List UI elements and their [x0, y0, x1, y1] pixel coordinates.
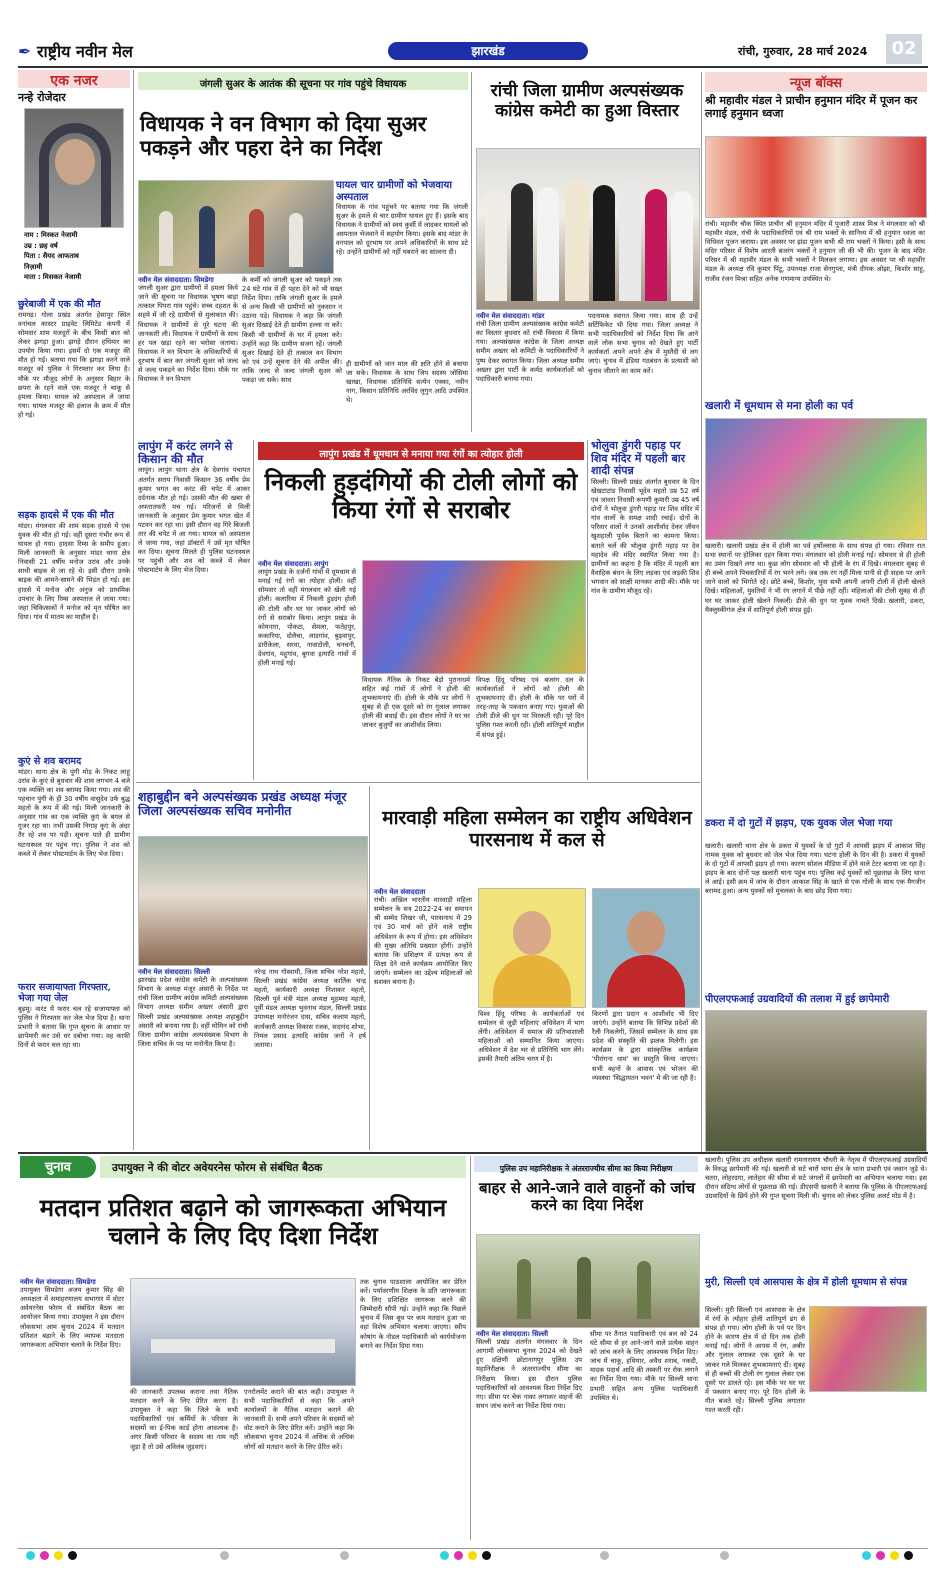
reg-dot-magenta-right	[876, 1551, 885, 1560]
shahabuddin-body-1: झारखंड प्रदेश कांग्रेस कमेटी के अल्पसंख्यक विभाग के अध्यक्ष मंजूर अंसारी के निर्देश पर रांची जिला ग्रामीण कांग्रेस कमिटी अल्पसंख्यक विभाग अध्यक्ष समीम अख्तर अंसारी द्वारा सिल्ली प्रखंड अल्पसंख्यक अध्यक्ष शहाबुद्दीन अंसारी को बनाया गया है। वहीं मोमिन को रांची जिला ग्रामीण कांग्रेस अल्पसंख्यक विभाग के जिला सचिव के पद पर मनोनीत किया है।	[138, 976, 248, 1048]
pig-body-3: ही ग्रामीणों को जान माल की क्षति होने से बचाया जा सके। विधायक के साथ जिप सदस्य जोसिमा खाखा, विधायक प्रतिनिधि सत्येन एक्का, नवीन नाग, किसान प्रतिनिधि अरविंद लुगुन आदि उपस्थित थे।	[346, 360, 468, 405]
group-shape-7	[645, 189, 667, 301]
news4-body: खलारी। पुलिस उप अधीक्षक खलारी रामनारायण चौधरी के नेतृत्व में पीएलएफआई उग्रवादियों के विरुद्ध छापेमारी की गई। खलारी से सटे चारों थाना क्षेत्र के थाना प्रभारी एवं जवान जुड़े थे। चतरा, लोहरदगा, लातेहार की सीमा से सटे जंगलों में छापेमारी का अभियान चलाया गया। इस दौरान संदिग्ध लोगों से पूछताछ की गई। डीएसपी खलारी ने बताया कि पुलिस के पीएलएफआई उग्रवादियों के छिपे होने की गुप्त सूचना मिली थी। चुनाव को लेकर पुलिस अलर्ट मोड में है।	[705, 1156, 927, 1201]
vehicle-col2	[590, 1330, 698, 1540]
item-accident-body: मांडर। मंगलवार की शाम सड़क हादसे में एक युवक की मौत हो गई। वहीं दूसरा गंभीर रूप से घायल हो गया। हादसा रिम्स के समीप हुआ। मिली जानकारी के अनुसार मांडर थाना क्षेत्र निवासी 21 वर्षीय मनोज उरांव और उनके साथी बाइक से जा रहे थे। इसी दौरान उनके बाइक की आमने-सामने की भिड़ंत हो गई। इस हादसे में मनोज और अनुज को प्राथमिक उपचार के लिए रिम्स अस्पताल ले जाया गया। जहां चिकित्सकों ने मनोज को मृत घोषित कर दिया। गांव में मातम का माहौल है।	[18, 521, 130, 621]
missing-info	[24, 230, 128, 283]
info-line-age: उम्र : छह वर्ष	[24, 241, 58, 250]
vehicle-headline: बाहर से आने-जाने वाले वाहनों को जांच करने का दिया निर्देश	[479, 1179, 695, 1215]
item-arrest-body: बुढ़मू। वारंट में फरार चल रहे सजायाफ्ता को पुलिस ने गिरफ्तार कर जेल भेज दिया है। थाना प्रभारी ने बताया कि गुप्त सूचना के आधार पर छापेमारी कर उसे धर दबोचा गया। वह काफी दिनों से फरार चल रहा था।	[18, 1004, 130, 1049]
election-label	[20, 1156, 96, 1178]
holi-headline: निकली हुड़दंगियों की टोली लोगों को किया रंगों से सराबोर	[264, 467, 578, 524]
shahabuddin-col1	[138, 968, 248, 1150]
divider-current	[253, 440, 254, 780]
ek-nazar-label	[18, 70, 130, 88]
holi-col1	[258, 560, 356, 780]
pig-kicker-text: जंगली सुअर के आतंक की सूचना पर गांव पहुंचे विधायक	[199, 79, 407, 90]
current-headline: लापुंग में करंट लगने से किसान की मौत	[138, 439, 233, 467]
election-body-3: एनरोलमेंट कराने की बात कही। उपायुक्त ने सभी पदाधिकारियों से कहा कि अपने कार्यालयों के नैतिक मतदान कराने की जानकारी दें। सभी अपने परिवार के सदस्यों को वोट कराने के लिए प्रेरित करें। उन्होंने कहा कि लोकसभा चुनाव 2024 में अधिक से अधिक लोगों को मतदान करने के लिए प्रेरित करें।	[244, 1388, 354, 1451]
marwari-photo-1	[478, 888, 586, 1008]
item-well-body: मांडर। थाना क्षेत्र के पुंगी मोड़ के निकट लाहू उरांव के कुएं से बुधवार की शाम लगभग 4 बजे एक व्यक्ति का शव बरामद किया गया। शव की पहचान पुंगी के ही 30 वर्षीय वासुदेव उर्फ बुद्ध महतो के रूप में की गई। मिली जानकारी के अनुसार गांव का एक व्यक्ति कुएं के बगल से गुजर रहा था। तभी उसकी निगाह कुएं के अंदर तैर रहे शव पर पड़ी। सूचना पाते ही ग्रामीण घटनास्थल पर पहुंच गए। पुलिस ने शव को कब्जे में लेकर पोस्टमार्टम के लिए भेज दिया।	[18, 767, 130, 858]
person-shape-4	[289, 213, 303, 267]
reg-dot-black-left	[68, 1551, 77, 1560]
holi-col2	[362, 676, 470, 780]
item-well-head: कुएं से शव बरामद	[18, 755, 82, 767]
news4-photo	[705, 1010, 927, 1152]
group-shape-3	[537, 187, 559, 301]
rule-mid	[136, 782, 700, 783]
woman-body-shape-1	[493, 955, 571, 1007]
shahabuddin-body-2: नरेन्द्र नाथ गोस्वामी, जिला सचिव नरेश महतो, सिल्ली प्रखंड कांग्रेस अध्यक्ष कार्तिक चन्द्र महतो, कार्यकारी अध्यक्ष निशाकर महतो, सिल्ली पूर्व मंत्री मंडल अध्यक्ष मुहम्मद महतो, पूर्वी मंडल अध्यक्ष भुवनाथ मंडल, सिल्ली प्रखंड उपाध्यक्ष मनोरंजन दास, सचिव कलाम महतो, कार्यकारी अध्यक्ष विकास रजक, सदानंद शोभा, निमल प्रसाद इत्यादि कांग्रेस जनों ने हर्ष जताया।	[254, 968, 366, 1049]
marwari-col1	[374, 888, 472, 1150]
person-shape-3	[249, 209, 264, 267]
officer-shape-2	[577, 1257, 591, 1319]
reg-dot-gray-2	[340, 1551, 349, 1560]
divider-holi	[587, 440, 588, 780]
news4-head: पीएलएफआई उग्रवादियों की तलाश में हुई छापेमारी	[705, 994, 890, 1005]
person-shape-1	[159, 211, 173, 266]
officer-shape-1	[517, 1259, 531, 1319]
pig-story-kicker	[138, 72, 468, 90]
news2-head: खलारी में धूमधाम से मना होली का पर्व	[705, 400, 854, 412]
masthead	[18, 40, 928, 68]
news3-head: डकरा में दो गुटों में झड़प, एक युवक जेल भेजा गया	[705, 818, 893, 829]
item-accident-head: सड़क हादसे में एक की मौत	[18, 509, 114, 521]
news1-photo	[705, 136, 927, 218]
marwari-body-3: किरणों द्वारा प्रदान व आशीर्वाद भी दिए जाएंगे। उन्होंने बताया कि विभिन्न प्रदेशों की रैली निकलेगी, जिसमें सम्मेलन के साथ इस प्रदेश की संस्कृति की झलक मिलेगी। इस कार्यक्रम के द्वारा सांस्कृतिक कार्यक्रम 'पीरांगना धाम' का प्रस्तुति किया जाएगा। सभी बहनों के आवास एवं भोजन की व्यवस्था 'सिद्धायतन भवन' में की जा रही है।	[592, 1010, 698, 1082]
child-photo	[24, 108, 124, 228]
dateline: रांची, गुरुवार, 28 मार्च 2024	[738, 45, 868, 58]
paper-logo	[18, 40, 133, 62]
missing-title: नन्हे रोजेदार	[18, 91, 66, 104]
minority-photo	[476, 148, 700, 310]
election-body-4: तक चुनाव पाठशाला आयोजित कर प्रेरित करें। पर्यावरणीय शिक्षक के प्रति जागरूकता के लिए प्रशिक्षित जागरूक करने की जिम्मेदारी सौंपी गई। उन्होंने कहा कि पिछले चुनाव में जिस बूथ पर कम मतदान हुआ था वहां विशेष अभियान चलाया जाएगा। स्वीप कोषांग के नोडल पदाधिकारी को कार्ययोजना बनाने का निर्देश दिया गया।	[360, 1278, 466, 1350]
election-label-text: चुनाव	[44, 1160, 72, 1175]
minority-headline: रांची जिला ग्रामीण अल्पसंख्यक कांग्रेस कमेटी का हुआ विस्तार	[490, 81, 684, 121]
shahabuddin-headline: शहाबुद्दीन बने अल्पसंख्यक प्रखंड अध्यक्ष मंजूर जिला अल्पसंख्यक सचिव मनोनीत	[138, 789, 347, 819]
reg-dot-cyan-left	[26, 1551, 35, 1560]
holi-body-3: विपक्ष हिंदू परिषद एवं बजरंग दल के कार्यकर्ताओं ने लोगों को होली की शुभकामनाएं दी। होली के मौके पर घरों में तरह-तरह के पकवान बनाए गए। युवाओं की टोली डीजे की धुन पर थिरकती रही। पूरे दिन पुलिस गश्त करती रही। होली शांतिपूर्ण माहौल में संपन्न हुई।	[476, 676, 584, 739]
footer-rule	[18, 1548, 928, 1549]
holi-col3	[476, 676, 584, 780]
divider-marwari	[369, 786, 370, 1150]
group-shape-4	[565, 179, 589, 301]
group-shape-8	[671, 191, 693, 301]
holi-kicker-text: लापुंग प्रखंड में धूमधाम से मनाया गया रंगों का त्योहार होली	[319, 449, 523, 460]
news1-body: रांची। महावीर चौक स्थित प्राचीन श्री हनुमान मंदिर में पुजारी शास्त्र मिश्र ने मंगलवार को श्री महावीर मंडल, रांची के पदाधिकारियों एवं श्री राम भक्तों के सानिध्य में श्री हनुमान ध्वजा का विधिवत पूजन कराया। इस अवसर पर झंडा पूजन सभी श्री राम भक्तों ने किया। इसी के साथ मंदिर परिसर में विशेष आरती बजरंग भक्तों ने हनुमान जी की भी की। पूजन के बाद मंदिर परिसर में श्री महावीर मंडल के सभी भक्तों ने मिलकर लगाया। इस अवसर पर श्री महावीर मंडल के अध्यक्ष रवि कुमार पिंटू, उपाध्यक्ष राजा सेनगुप्ता, मंत्री दीपक ओझा, किशोर साहू, राजीव रंजन मिश्रा सहित अनेक गणमान्य उपस्थित थे।	[705, 220, 925, 283]
woman-face-shape-1	[513, 911, 551, 955]
table-shape	[151, 1339, 335, 1353]
election-col3	[244, 1388, 354, 1540]
item-stabbing-head: छुरेबाजी में एक की मौत	[18, 299, 101, 310]
marwari-body-2: विश्व हिंदू परिषद के कार्यकर्ताओं एवं सम्मेलन से जुड़ी महिलाएं अधिवेशन में भाग लेंगी। अधिवेशन में समाज की प्रतिभाशाली महिलाओं को सम्मानित किया जाएगा। अधिवेशन में देश भर से प्रतिनिधि भाग लेंगे। इसकी तैयारी अंतिम चरण में है।	[478, 1010, 584, 1064]
marwari-headline: मारवाड़ी महिला सम्मेलन का राष्ट्रीय अधिवेशन पारसनाथ में कल से	[382, 807, 692, 851]
section-name: झारखंड	[471, 44, 505, 58]
item-stabbing-body: रामगढ़। गोला प्रखंड अंतर्गत हेसापुर स्थित वनांचल कास्टर प्राइवेट लिमिटेड कंपनी में सोमवार शाम मजदूरों के बीच किसी बात को लेकर झगड़ा हुआ। झगड़े दौरान हथियार का उपयोग किया गया। इसमें दो एक मजदूर की मौत हो गई। बताया गया कि झगड़ा करने वाले मजदूर को पुलिस ने गिरफ्तार कर लिया है। मौके पर मौजूद लोगों के अनुसार बिहार के छपरा के रहने वाले एक मजदूर ने चाकू से हमला किया। घायल को अस्पताल ले जाया गया। घायल मजदूर की इलाज के क्रम में मौत हो गई।	[18, 310, 130, 419]
item-arrest-head: फरार सजायाफ्ता गिरफ्तार, भेजा गया जेल	[18, 981, 111, 1004]
marwari-dateline: नवीन मेल संवाददाता	[374, 888, 426, 896]
pig-body-1: जंगली सुअर द्वारा ग्रामीणों में हमला किये जाने की सूचना पर विधायक भूषण बाड़ा तत्काल पिपरा गांव पहुंचे। सच्च दहशत के सहमे में जी रहे ग्रामीणों से मुलाकात की। विधायक ने ग्रामीणों से पूरे घटना की जानकारी ली। विधायक ने ग्रामीणों के साथ हर पल खड़ा रहने का भरोसा जताया। विधायक ने वन विभाग के अधिकारियों से दूरभाष में बात कर जंगली सुअर को जल्द से जल्द पकड़ने का निर्देश दिया। मौके पर विधायक ने वन विभाग	[138, 284, 238, 384]
reg-dot-cyan-center	[440, 1551, 449, 1560]
reg-dot-gray-4	[720, 1551, 729, 1560]
reg-dot-magenta-left	[40, 1551, 49, 1560]
marwari-col3	[592, 1010, 698, 1150]
reg-dot-gray-1	[220, 1551, 229, 1560]
vehicle-kicker	[474, 1156, 698, 1172]
vehicle-dateline: नवीन मेल संवाददाता। सिल्ली	[476, 1330, 548, 1338]
election-body-2: की जानकारी उपलब्ध कराना तथा नैतिक मतदान करने के लिए प्रेरित करना है। उपायुक्त ने कहा कि जिले के सभी पदाधिकारियों एवं कर्मियों के परिवार के सदस्यों का ई-पिक कार्ड होना आवश्यक है। अगर किसी परिवार के सदस्य का नाम नहीं जुड़ा है तो उसे अविलंब जुड़वाएं।	[130, 1388, 238, 1451]
minority-body-2: पदनामक स्वागत किया गया। साथ ही उन्हें सर्टिफिकेट भी दिया गया। जिला अध्यक्ष ने सभी पदाधिकारियों को निर्देश दिया कि आने वाले लोक सभा चुनाव को देखते हुए पार्टी कार्यकर्ता अपने अपने क्षेत्र में मुस्तैदी से लग जाएं। चुनाव में इंडिया गठबंधन के प्रत्याशी को चुनाव जीताने का काम करें।	[588, 312, 698, 375]
shiv-body: सिल्ली। सिल्ली प्रखंड अंतर्गत बुधवार के दिन खेखटाटांड निवासी भूदेव महतो उम्र 52 वर्ष एवं जावरा निवासी रूपणी कुमारी उम्र 45 वर्ष दोनों ने भोलुवा डुंगरी पहाड़ पर शिव मंदिर में गांव वालों के समक्ष शादी रचाई। दोनों के परिवार वालों ने उनको आशीर्वाद देकर जीवन खुशहाली पूर्वक बिताने का कामना किया। बताते चलें की भोलुवा डुंगरी पहाड़ पर देव महादेव की मंदिर स्थापित किया गया है। ग्रामीणों का कहना है कि मंदिर में पहली बार वैवाहिक बंधन के लिए लड़का एवं लड़की शिव भगवान को साक्षी मानकर शादी की। मौके पर गांव के ग्रामीण मौजूद रहे।	[591, 477, 699, 596]
left-column	[18, 70, 130, 1150]
election-col1	[20, 1278, 124, 1540]
news5-head: मुरी, सिल्ली एवं आसपास के क्षेत्र में होली धूमधाम से संपन्न	[705, 1277, 908, 1288]
info-line-father-cont: निज़ामी	[24, 262, 43, 271]
vehicle-photo	[476, 1234, 700, 1328]
reg-dot-black-right	[904, 1551, 913, 1560]
pig-photo	[138, 180, 334, 274]
news-box	[705, 72, 927, 1152]
vehicle-body-1: सिल्ली प्रखंड अंतर्गत मंगलवार के दिन आगामी लोकसभा चुनाव 2024 को देखते हुए दक्षिणी छोटानागपुर पुलिस उप महानिरीक्षक ने अंतरराज्यीय सीमा का निरीक्षण किया। इस दौरान पुलिस पदाधिकारियों को आवश्यक दिशा निर्देश दिए गए। सीमा पर चेक नाका लगाकर वाहनों की सघन जांच करने का निर्देश दिया गया।	[476, 1338, 582, 1410]
pig-headline: विधायक ने वन विभाग को दिया सुअर पकड़ने और पहरा देने का निर्देश	[140, 111, 427, 161]
marwari-col2	[478, 1010, 584, 1150]
pig-body-col2	[242, 276, 342, 432]
current-body: लापुंग। लापुंग थाना क्षेत्र के देवगांव पंचायत अंतर्गत सराय निवासी किसान 36 वर्षीय प्रेम कुमार भगत का करंट की चपेट में आकर दर्दनाक मौत हो गई। उसकी मौत की खबर से अफरातफरी मच गई। परिजनों से मिली जानकारी के अनुसार प्रेम कुमार भगत खेत में पटवन कर रहा था। इसी दौरान वह गिरे बिजली तार की चपेट में आ गया। घायल को अस्पताल ले जाया गया, जहां डॉक्टरों ने उसे मृत घोषित कर दिया। सूचना मिलते ही पुलिस घटनास्थल पर पहुंची और शव को कब्जे में लेकर पोस्टमार्टम के लिए भेज दिया।	[138, 466, 250, 575]
news2-photo	[705, 418, 927, 540]
woman-body-shape-2	[607, 955, 685, 1007]
officer-shape-3	[637, 1261, 651, 1319]
reg-dot-yellow-left	[54, 1551, 63, 1560]
reg-dot-yellow-right	[890, 1551, 899, 1560]
group-shape-2	[511, 183, 533, 301]
news5-photo	[809, 1306, 927, 1392]
news-box-label-text: न्यूज बॉक्स	[789, 76, 843, 91]
minority-col1	[476, 312, 584, 432]
masthead-rule	[18, 66, 928, 68]
page-number-text: 02	[891, 38, 917, 59]
news1-head: श्री महावीर मंडल ने प्राचीन हनुमान मंदिर में पूजन कर लगाई हनुमान ध्वजा	[705, 94, 918, 120]
news-box-bottom	[705, 1156, 927, 1540]
page-number	[886, 34, 922, 64]
holi-dateline: नवीन मेल संवाददाता। लापुंग	[258, 560, 329, 568]
shiv-headline: भोलुवा डुंगरी पहाड़ पर शिव मंदिर में पहली बार शादी संपन्न	[591, 439, 686, 478]
info-line-name: नाम : मिस्कत नेजामी	[24, 231, 78, 239]
reg-dot-black-center	[482, 1551, 491, 1560]
marwari-body-1: रांची। अखिल भारतीय मारवाड़ी महिला सम्मेलन के सत्र 2022-24 का समापन श्री सम्मेद शिखर जी, पारसनाथ में 29 एवं 30 मार्च को होने वाले राष्ट्रीय अधिवेशन के रूप में होगा। इस अधिवेशन की मुख्य अतिथि प्रख्यात होंगी। उन्होंने बताया कि प्रशिक्षण में प्रत्यक्ष रूप से शिक्षा देने वाले कार्यक्रम आयोजित किए जाएंगे। सम्मेलन का उद्देश्य महिलाओं को सशक्त बनाना है।	[374, 896, 472, 986]
divider-left	[133, 70, 134, 1150]
rule-bottom-section	[18, 1152, 928, 1154]
election-col4	[360, 1278, 466, 1540]
pig-side-box	[336, 180, 468, 275]
minority-body-1: रांची जिला ग्रामीण अल्पसंख्यक कांग्रेस कमेटी का विस्तार बुधवार को रांची विकास में किया गया। अल्पसंख्यक कांग्रेस के जिला अध्यक्ष समीम अख्तर को कमिटी के पदाधिकारियों ने पुष्प देकर स्वागत किया। जिला अध्यक्ष समीम अख्तर द्वारा पार्टी के कर्मठ कार्यकर्ताओं को पदाधिकारी बनाया गया।	[476, 320, 584, 383]
minority-dateline: नवीन मेल संवाददाता। मांडर	[476, 312, 545, 320]
vehicle-kicker-text: पुलिस उप महानिरीक्षक ने अंतरराज्यीय सीमा का किया निरीक्षण	[499, 1164, 673, 1173]
group-shape-1	[485, 189, 507, 301]
holi-kicker	[258, 442, 584, 460]
reg-dot-cyan-right	[862, 1551, 871, 1560]
news-box-label	[705, 72, 927, 92]
holi-body-2: विधायक नैतिक के निकट बेड़ो पुरानाधर्म सहित कई गांवों में लोगों ने होली की शुभकामनाएं दीं। होली के मौके पर लोगों ने सुबह से ही एक दूसरे को रंग गुलाल लगाकर होली की बधाई दी। इस दौरान लोगों ने घर घर जाकर बुजुर्गों का आशीर्वाद लिया।	[362, 676, 470, 730]
reg-dot-yellow-center	[468, 1551, 477, 1560]
pig-side-body: विधायक के गांव पहुंचने पर बताया गया कि जंगली सुअर के हमले से चार ग्रामीण घायल हुए हैं। इसके बाद विधायक ने ग्रामीणों को स्वयं कुर्सी में लादकर घायलों को अस्पताल भेजवाने में सहयोग किया। इसके बाद मांडर के वनपाल को दूरभाष पर अपने अधिकारियों के साथ डटे रहे। उन्होंने ग्रामीणों को नहीं घबराने का सांत्वना दी।	[336, 203, 468, 257]
holi-photo	[362, 560, 586, 674]
news3-body: खलारी। खलारी थाना क्षेत्र के डकरा में युवकों के दो गुटों में आपसी झड़प में आकाश सिंह नामक युवक को बुधवार को जेल भेज दिया गया। घटना होली के दिन की है। डकरा में युवकों के दो गुटों में आपसी झड़प हो गया। कारण सोशल मीडिया में होने वाले टेटर बताया जा रहा है। झड़प के बाद दोनों पक्ष खलारी थाना पहुंच गए। पुलिस कई युवकों को पूछताछ के लिए थाना ले आई। इसी क्रम में जांच के दौरान आकाश सिंह के खाते से एक गोली के साथ एक मैगजीन बरामद हुआ। अन्य युवकों को मुचलका के बाद छोड़ दिया गया।	[705, 842, 925, 896]
section-pill	[388, 42, 588, 60]
pig-body-2: के कर्मी को जंगली सुअर को पकड़ने तक 24 घंटे गांव में ही पहरा देने को भी सख्त निर्देश दिया। ताकि जंगली सुअर के हमले से अन्य किसी भी ग्रामीणों को नुकसान न उठाना पड़े। विधायक ने कहा कि जंगली सुअर दिखाई देते ही ग्रामीण हल्ला ना करें। किसी भी ग्रामीणों के घर में हमला करे। उन्होंने कहा कि ग्रामीण सजग रहें। जंगली सुअर दिखाई देते ही तत्काल वन विभाग को एवं उन्हें सूचना देने की अपील की। ताकि जल्द से जल्द जंगली सुअर को पकड़ा जा सके। साथ	[242, 276, 342, 385]
election-body-1: उपायुक्त सिमडेगा अजय कुमार सिंह की अध्यक्षता में समाहरणालय सभागार में वोटर अवेयरनेस फोरम से संबंधित बैठक का आयोजन किया गया। उपायुक्त ने इस दौरान लोकसभा आम चुनाव 2024 में मतदान प्रतिशत बढ़ाने के लिए व्यापक मतदाता जागरूकता अभियान चलाने के निर्देश दिए।	[20, 1286, 124, 1349]
group-shape-6	[619, 183, 641, 301]
ek-nazar-text: एक नजर	[50, 73, 98, 89]
shahabuddin-dateline: नवीन मेल संवाददाता। सिल्ली	[138, 968, 210, 976]
news5-body: सिल्ली। मुरी सिल्ली एवं आसपास के क्षेत्र में रंगों के त्योहार होली शांतिपूर्ण ढंग से संपन्न हो गया। लोग होली के पर्व पर दिन होने के कारण क्षेत्र में दो दिन तक होली मनाई गई। लोगों ने आपस में रंग, अबीर और गुलाल लगाकर एक दूसरे के घर जाकर गले मिलकर शुभकामनाएं दीं। सुबह से ही बच्चों की टोली रंग गुलाल लेकर एक दूसरे पर डालते रहे। इस मौके पर घर घर में पकवान बनाए गए। पूरे दिन होली के गीत बजते रहे। सिल्ली पुलिस लगातार गश्त करती रही।	[705, 1306, 805, 1415]
shahabuddin-col2	[254, 968, 366, 1150]
election-col2	[130, 1388, 238, 1540]
reg-dot-magenta-center	[454, 1551, 463, 1560]
pig-dateline: नवीन मेल संवाददाता। सिमडेगा	[138, 276, 214, 284]
marwari-photo-2	[592, 888, 700, 1008]
info-line-father: पिता : सैयद आफताब	[24, 252, 79, 261]
group-shape-5	[593, 185, 615, 301]
divider-vehicle	[470, 1156, 471, 1540]
pig-body-col1	[138, 276, 238, 432]
divider-center-top	[471, 72, 472, 432]
reg-dot-gray-3	[600, 1551, 609, 1560]
election-kicker	[100, 1156, 466, 1178]
shahabuddin-photo	[138, 836, 368, 966]
election-kicker-text: उपायुक्त ने की वोटर अवेयरनेस फोरम से संबंधित बैठक	[112, 1162, 323, 1174]
election-photo	[130, 1278, 356, 1386]
news2-body: खलारी। खलारी प्रखंड क्षेत्र में होली का पर्व हर्षोल्लास के साथ संपन्न हो गया। रविवार रात सभा स्थानों पर होलिका दहन किया गया। मंगलवार को होली मनाई गई। सोमवार से ही होली का उमंग दिखने लगा था। कुछ लोग सोमवार को भी होली के रंग में दिखे। मंगलवार सुबह से ही बच्चे अपने पिचकारियों में रंग भरने लगे। जब तक रंग नहीं मिला पानी से ही सड़क पर आने जाने वालों को भिगोते रहे। छोटे बच्चे, किशोर, युवा सभी अपनी अपनी टोली में होली खेलते दिखे। महिलाओं, युवतियों ने भी रंग लगाने में पीछे नहीं रहीं। महिलाओं की टोली सुबह से ही घर घर जाकर होली खेलने निकलीं। डीजे की धुन पर युवक नाचते दिखे। खलारी, डकरा, मैक्लुस्कीगंज क्षेत्र में शांतिपूर्ण होली संपन्न हुई।	[705, 542, 925, 614]
vehicle-col1	[476, 1330, 582, 1540]
logo-mark-icon: ✒	[18, 42, 32, 61]
holi-body-1: लापुंग प्रखंड के दर्जनों गांवों में धूमधाम से मनाई गई रंगों का त्योहार होली। वहीं सोमवार तो वहीं मंगलवार को खेली गई होली। कलारिया में निकली हुड़दंग होली की टोली और घर घर जाकर लोगों को रंगों से सराबोर किया। लापुंग प्रखंड के कोयनारा, पोकटा, सेमला, फतेहपुर, ककारिया, दोलैचा, लाडगांव, बुढ़वापुर, डारीकेला, सरवा, नावाटोली, चनचनी, देवगांव, महुगांव, बुगवा इत्यादि गांवों में होली मनाई गई।	[258, 568, 356, 668]
person-shape-2	[199, 206, 215, 268]
shiv-story	[591, 440, 699, 780]
pig-body-col3	[346, 276, 468, 432]
woman-face-shape-2	[627, 911, 665, 955]
info-line-mother: माता : मिसकत नेजामी	[24, 273, 82, 282]
vehicle-body-2: सीमा पर तैनात पदाधिकारी एवं बल को 24 घंटे सीमा से हर आने-जाने वाले प्रत्येक वाहन को जांच करने के लिए आवश्यक निर्देश दिए। जांच में चाकू, हथियार, अवैध शराब, नकदी, मादक पदार्थ आदि की तस्करी पर रोक लगाने का निर्देश दिया गया। मौके पर सिल्ली थाना प्रभारी सहित अन्य पुलिस पदाधिकारी उपस्थित थे।	[590, 1330, 698, 1402]
election-headline: मतदान प्रतिशत बढ़ाने को जागरूकता अभियान चलाने के लिए दिए दिशा निर्देश	[39, 1193, 447, 1250]
paper-name: राष्ट्रीय नवीन मेल	[36, 42, 133, 61]
minority-col2	[588, 312, 698, 432]
pig-side-head: घायल चार ग्रामीणों को भेजवाया अस्पताल	[336, 180, 452, 203]
election-dateline: नवीन मेल संवाददाता। सिमडेगा	[20, 1278, 96, 1286]
child-scarf-shape	[39, 123, 111, 227]
divider-right	[701, 72, 702, 1152]
